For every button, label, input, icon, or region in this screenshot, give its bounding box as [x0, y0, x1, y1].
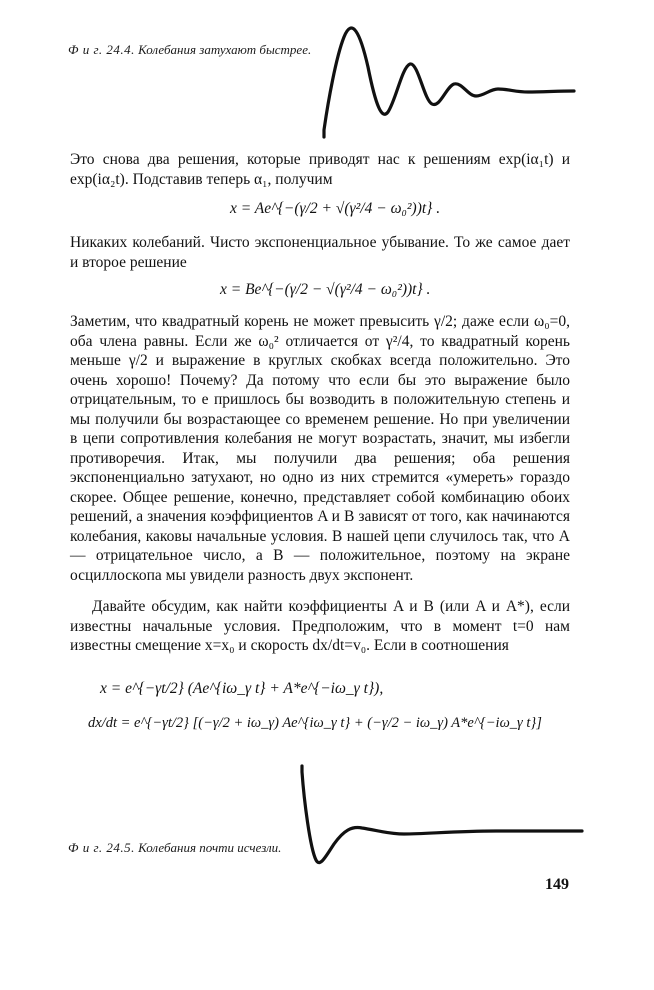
caption-number: Ф и г. 24.5.	[68, 840, 135, 855]
paragraph-4	[70, 597, 570, 656]
paragraph-text: Заметим, что квадратный корень не может превысить γ/2; даже если ω₀=0, оба члена равны. Если же ω₀² отличается от γ²/4, то квадратный корень меньше γ/2 и выражение в круглых скобках всегда положительно. Это очень хорошо! Почему? Да потому что если бы это выражение было отрицательным, то e пришлось бы возводить в положительную степень и мы получили бы возрастающее со временем решение. Но при увеличении в цепи сопротивления колебания не могут возрастать, значит, мы избегли противоречия. Итак, мы получили два решения; оба решения экспоненциально затухают, но одно из них стремится «умереть» гораздо скорее. Общее решение, конечно, представляет собой комбинацию обоих решений, а значения коэффициентов A и B зависят от того, как начинаются колебания, каковы начальные условия. В нашей цепи случилось так, что A — отрицательное число, а B — положительное, поэтому на экране осциллоскопа мы увидели разность двух экспонент.	[70, 313, 570, 584]
paragraph-text: Это снова два решения, которые приводят нас к решениям exp(iα₁t) и exp(iα₂t). Подставив теперь α₁, получим	[70, 151, 570, 188]
caption-text: Колебания почти исчезли.	[138, 840, 282, 855]
figure-24-4-plot	[318, 12, 578, 144]
paragraph-3	[70, 312, 570, 585]
paragraph-text: Никаких колебаний. Чисто экспоненциальное убывание. То же самое дает и второе решение	[70, 234, 570, 271]
equation-4	[88, 715, 542, 732]
damped-oscillation-graph	[318, 12, 578, 144]
damped-oscillation-graph	[296, 760, 586, 870]
equation-text: x = Be^{−(γ/2 − √(γ²/4 − ω₀²))t} .	[220, 281, 431, 298]
equation-1	[230, 200, 440, 218]
caption-text: Колебания затухают быстрее.	[138, 42, 312, 57]
paragraph-2	[70, 233, 570, 272]
oscillation-curve	[302, 766, 582, 863]
equation-2	[220, 281, 430, 299]
equation-text: dx/dt = e^{−γt/2} [(−γ/2 + iω_γ) Ae^{iω_γ t} + (−γ/2 − iω_γ) A*e^{−iω_γ t}]	[88, 715, 542, 731]
equation-3	[100, 680, 383, 698]
equation-text: x = Ae^{−(γ/2 + √(γ²/4 − ω₀²))t} .	[230, 200, 441, 217]
figure-24-5-plot	[296, 760, 586, 870]
figure-caption-24-4	[68, 42, 313, 58]
equation-text: x = e^{−γt/2} (Ae^{iω_γ t} + A*e^{−iω_γ t}),	[100, 680, 384, 697]
page-number: 149	[545, 876, 569, 893]
paragraph-1	[70, 150, 570, 189]
oscillation-curve	[324, 28, 574, 137]
paragraph-text: Давайте обсудим, как найти коэффициенты A и B (или A и A*), если известны начальные условия. Предположим, что в момент t=0 нам известны смещение x=x₀ и скорость dx/dt=v₀. Если в соотношения	[70, 598, 570, 654]
figure-caption-24-5	[68, 840, 283, 856]
caption-number: Ф и г. 24.4.	[68, 42, 135, 57]
